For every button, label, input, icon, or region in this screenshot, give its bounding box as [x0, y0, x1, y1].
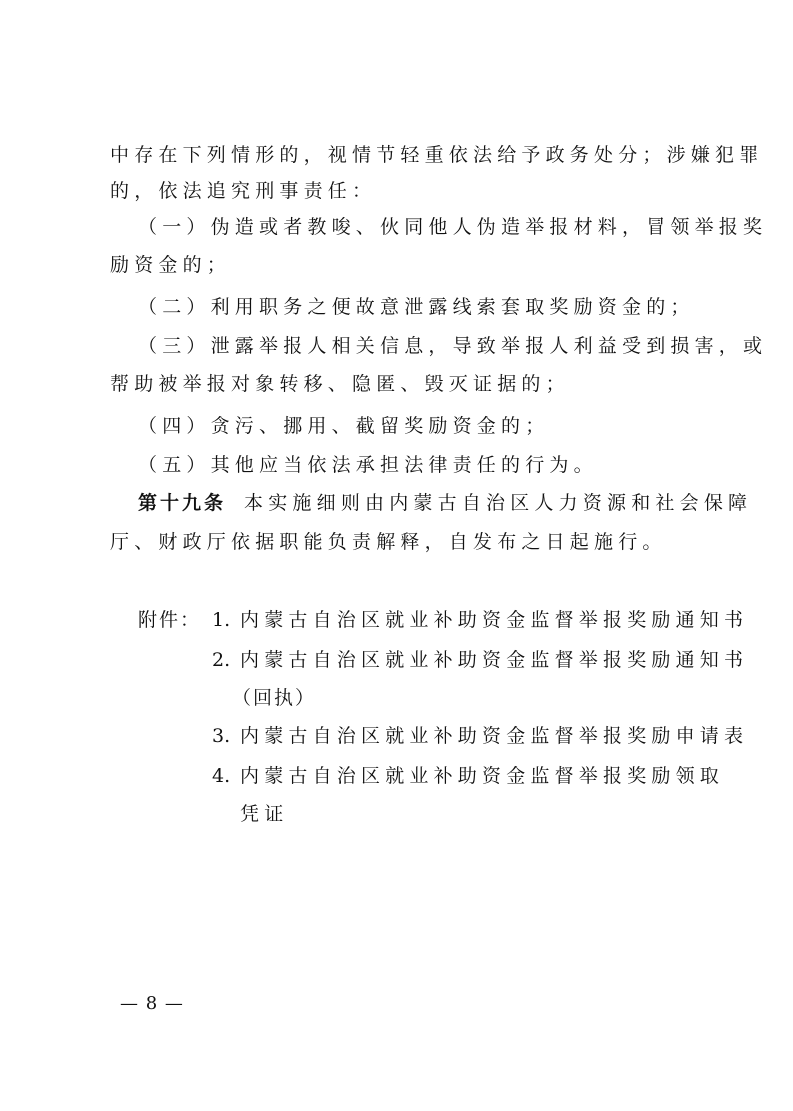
attachments-label: 附件： — [138, 609, 202, 631]
article-19-line-1 — [138, 491, 752, 515]
body-line: （二）利用职务之便故意泄露线索套取奖励资金的； — [138, 296, 695, 318]
attachment-title: 内蒙古自治区就业补助资金监督举报奖励申请表 — [240, 725, 749, 747]
body-line: 中存在下列情形的，视情节轻重依法给予政务处分；涉嫌犯罪 — [110, 144, 764, 166]
attachment-title: 内蒙古自治区就业补助资金监督举报奖励通知书 — [240, 609, 749, 631]
body-line: 的，依法追究刑事责任： — [110, 180, 377, 202]
attachment-title: 内蒙古自治区就业补助资金监督举报奖励领取 — [240, 765, 725, 787]
body-line: （五）其他应当依法承担法律责任的行为。 — [138, 454, 598, 476]
article-19-line-2: 厅、财政厅依据职能负责解释，自发布之日起施行。 — [110, 531, 667, 553]
article-19-label: 第十九条 — [138, 492, 227, 514]
attachment-number: 3. — [212, 725, 231, 747]
body-line: （一）伪造或者教唆、伙同他人伪造举报材料，冒领举报奖 — [138, 216, 768, 238]
attachment-number: 4. — [212, 765, 231, 787]
body-line: 帮助被举报对象转移、隐匿、毁灭证据的； — [110, 373, 570, 395]
page-number: — 8 — — [120, 993, 184, 1014]
body-line: （三）泄露举报人相关信息，导致举报人利益受到损害，或 — [138, 335, 768, 357]
attachment-number: 1. — [212, 609, 231, 631]
body-line: 励资金的； — [110, 254, 232, 276]
attachment-title-cont: （回执） — [232, 687, 317, 709]
body-line: （四）贪污、挪用、截留奖励资金的； — [138, 415, 550, 437]
article-19-text: 本实施细则由内蒙古自治区人力资源和社会保障 — [244, 492, 753, 514]
attachment-number: 2. — [212, 649, 231, 671]
attachment-title: 内蒙古自治区就业补助资金监督举报奖励通知书 — [240, 649, 749, 671]
attachment-title-cont: 凭证 — [240, 803, 289, 825]
